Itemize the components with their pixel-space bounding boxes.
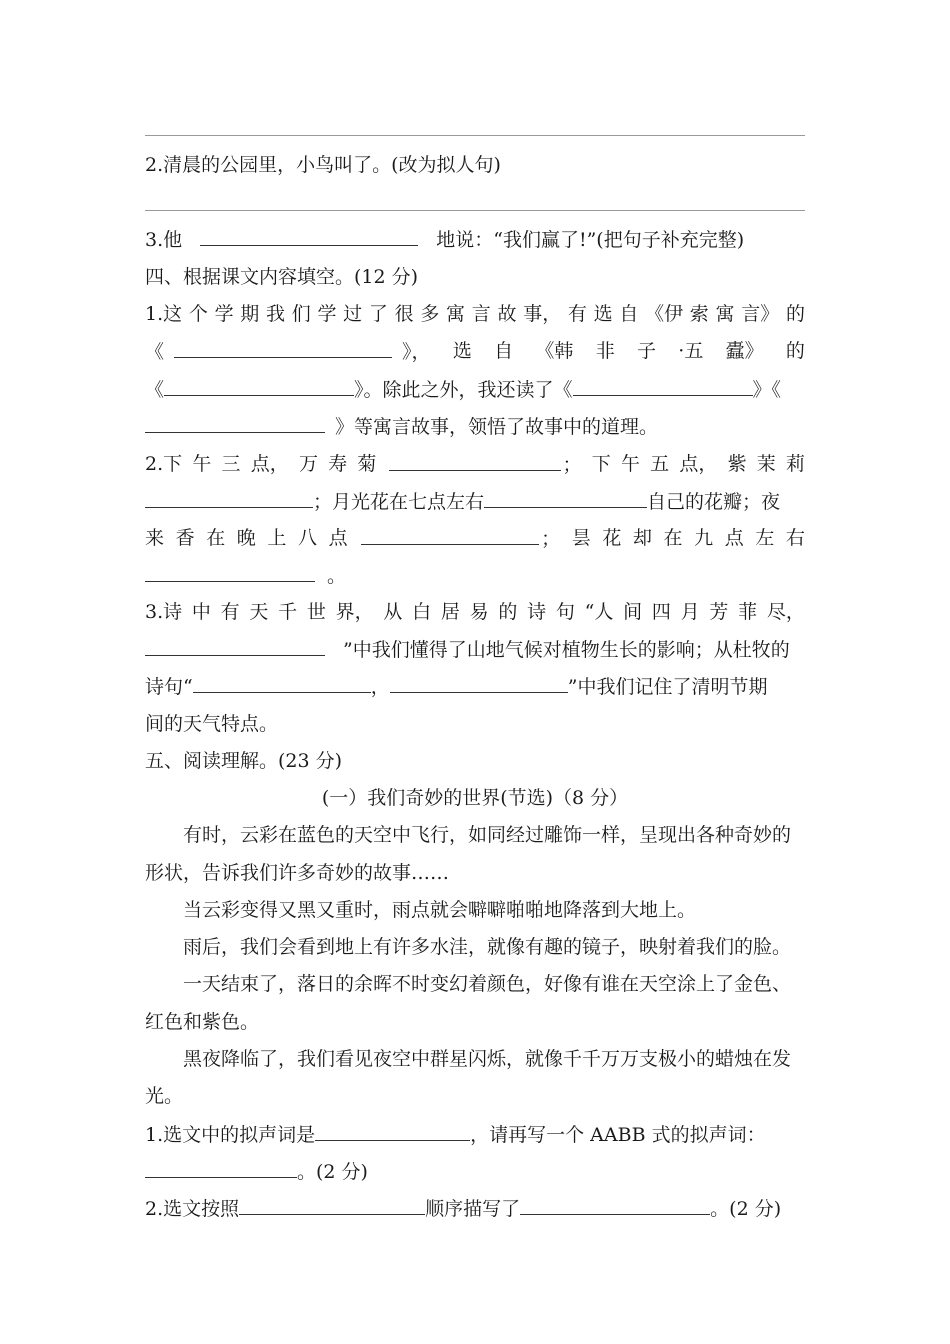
- text-seg: “人: [584, 601, 614, 623]
- text-seg: 易: [469, 601, 489, 623]
- text-seg: 间: [623, 601, 643, 623]
- passage-p4-line2: 红色和紫色。: [145, 1011, 260, 1033]
- text-seg: ”中我们记住了清明节期: [567, 676, 768, 698]
- text-seg: 们: [291, 303, 311, 325]
- text-seg: 自己的花瓣；夜: [647, 491, 781, 513]
- q3-item3-prefix: 3.他: [145, 229, 183, 251]
- q3-item3-suffix: 地说：“我们赢了!”(把句子补充完整): [436, 229, 745, 251]
- blank-q4-item1-d[interactable]: [145, 408, 325, 433]
- blank-q4-item3-b[interactable]: [193, 668, 371, 693]
- text-seg: ；: [541, 528, 561, 550]
- blank-q5-item2-b[interactable]: [520, 1190, 710, 1215]
- text-seg: 故: [497, 303, 517, 325]
- text-seg: 》《: [752, 379, 782, 401]
- text-seg: ；月光花在七点左右: [313, 491, 485, 513]
- text-seg: 茉: [756, 453, 776, 475]
- q4-item3-line2: [145, 631, 805, 668]
- text-seg: 的: [785, 303, 805, 325]
- blank-q5-item1-b[interactable]: [145, 1153, 297, 1178]
- text-seg: 《: [145, 379, 165, 401]
- q4-heading: 四、根据课文内容填空。(12 分): [145, 266, 419, 288]
- q4-item1-line3: [145, 371, 805, 408]
- text-seg: 在: [663, 527, 683, 549]
- q4-item2-line2: [145, 483, 805, 520]
- q4-item1-line4: [145, 408, 805, 445]
- text-seg: 过: [343, 303, 363, 325]
- text-seg: 《韩: [535, 340, 574, 362]
- text-seg: 三: [221, 453, 241, 475]
- text-seg: 尽，: [766, 601, 805, 623]
- q4-item2-line3: [145, 520, 805, 557]
- text-seg: 学: [317, 303, 337, 325]
- text-seg: ”中我们懂得了山地气候对植物生长的影响；从杜牧的: [343, 639, 790, 661]
- text-seg: 午: [192, 453, 212, 475]
- text-seg: 《伊: [645, 303, 684, 325]
- text-seg: 午: [620, 453, 640, 475]
- text-seg: 期: [240, 303, 260, 325]
- text-seg: 顺序描写了: [425, 1198, 521, 1220]
- q4-item2-line4: [145, 557, 805, 594]
- text-seg: 来: [145, 527, 165, 549]
- text-seg: 万: [298, 453, 318, 475]
- text-seg: 右: [785, 527, 805, 549]
- text-seg: 芳: [709, 601, 729, 623]
- answer-line-1[interactable]: [145, 135, 805, 136]
- text-seg: 香: [175, 527, 195, 549]
- text-seg: 点: [328, 527, 348, 549]
- text-seg: 言: [471, 303, 491, 325]
- q5-item2: [145, 1190, 805, 1227]
- text-seg: 1.选文中的拟声词是: [145, 1124, 316, 1146]
- blank-q4-item2-a[interactable]: [389, 446, 561, 471]
- text-seg: 居: [440, 601, 460, 623]
- text-seg: 五: [650, 453, 670, 475]
- q5-item1-line2: [145, 1153, 805, 1190]
- text-seg: 1.这: [145, 303, 183, 325]
- text-seg: 句: [555, 601, 575, 623]
- text-seg: 寓: [715, 303, 735, 325]
- text-seg: 寿: [328, 453, 348, 475]
- text-seg: 选: [593, 303, 613, 325]
- q4-item3-line3: [145, 668, 805, 705]
- text-seg: 的: [498, 601, 518, 623]
- text-seg: 的: [785, 340, 805, 362]
- text-seg: 四: [651, 601, 671, 623]
- text-seg: 2.选文按照: [145, 1198, 240, 1220]
- text-group: [359, 520, 560, 557]
- text-seg: 》。除此之外，我还读了《: [354, 379, 573, 401]
- q3-item2: 2.清晨的公园里，小鸟叫了。(改为拟人句): [145, 154, 501, 176]
- text-seg: 3.诗: [145, 601, 183, 623]
- q4-item1-line2: [145, 333, 805, 370]
- text-seg: 。: [327, 565, 347, 587]
- text-seg: 诗句“: [145, 676, 193, 698]
- text-seg: 下: [591, 453, 611, 475]
- q5-heading: 五、阅读理解。(23 分): [145, 750, 343, 772]
- text-seg: 界，: [335, 601, 374, 623]
- q4-item1-line1: [145, 296, 805, 333]
- text-seg: 从: [383, 601, 403, 623]
- text-seg: 学: [214, 303, 234, 325]
- q4-item3-line1: [145, 594, 805, 631]
- text-seg: 了: [368, 303, 388, 325]
- text-seg: 菊: [357, 453, 377, 475]
- blank-q5-item1-a[interactable]: [315, 1116, 470, 1141]
- blank-q4-item3-c[interactable]: [390, 668, 568, 693]
- text-seg: 我: [266, 303, 286, 325]
- text-seg: 天: [249, 601, 269, 623]
- blank-q4-item1-a[interactable]: [174, 333, 392, 358]
- text-seg: 选: [452, 340, 472, 362]
- text-seg: 寓: [446, 303, 466, 325]
- text-seg: 非: [595, 340, 615, 362]
- passage-p5-line2: 光。: [145, 1085, 184, 1107]
- text-seg: 白: [412, 601, 432, 623]
- passage-p3: 雨后，我们会看到地上有许多水洼，就像有趣的镜子，映射着我们的脸。: [183, 936, 792, 958]
- text-seg: 个: [188, 303, 208, 325]
- text-seg: 子: [637, 340, 657, 362]
- passage-p1-line1: 有时，云彩在蓝色的天空中飞行，如同经过雕饰一样，呈现出各种奇妙的: [183, 824, 792, 846]
- passage-p5-line1: 黑夜降临了，我们看见夜空中群星闪烁，就像千千万万支极小的蜡烛在发: [183, 1048, 792, 1070]
- text-seg: ，: [370, 676, 390, 698]
- text-seg: 月: [680, 601, 700, 623]
- text-seg: 九: [694, 527, 714, 549]
- text-seg: 上: [267, 527, 287, 549]
- blank-q4-item1-b[interactable]: [164, 371, 354, 396]
- text-seg: 很: [394, 303, 414, 325]
- q4-item3-line4: 间的天气特点。: [145, 713, 279, 735]
- text-seg: 有: [220, 601, 240, 623]
- text-seg: 晚: [236, 527, 256, 549]
- text-seg: 紫: [727, 453, 747, 475]
- blank-q4-item2-e[interactable]: [145, 557, 315, 582]
- text-group: [145, 333, 431, 370]
- text-seg: 蠹》: [725, 340, 764, 362]
- text-seg: 菲: [738, 601, 758, 623]
- q4-item2-line1: [145, 446, 805, 483]
- text-seg: 《: [145, 341, 165, 363]
- text-seg: 2.下: [145, 453, 183, 475]
- text-seg: 》等寓言故事，领悟了故事中的道理。: [335, 416, 659, 438]
- text-seg: 言》: [741, 303, 780, 325]
- answer-line-2[interactable]: [145, 210, 805, 211]
- q5-item1-line1: [145, 1116, 805, 1153]
- blank-q3-item3[interactable]: [200, 221, 418, 246]
- passage-p4-line1: 一天结束了，落日的余晖不时变幻着颜色，好像有谁在天空涂上了金色、: [183, 973, 792, 995]
- text-seg: 自: [494, 340, 514, 362]
- blank-q4-item2-d[interactable]: [361, 520, 539, 545]
- text-seg: 。(2 分): [710, 1198, 782, 1220]
- text-seg: 世: [306, 601, 326, 623]
- blank-q4-item3-a[interactable]: [145, 631, 325, 656]
- passage-p1-line2: 形状，告诉我们许多奇妙的故事……: [145, 862, 450, 884]
- text-seg: 千: [278, 601, 298, 623]
- blank-q4-item2-c[interactable]: [484, 483, 647, 508]
- text-seg: 在: [206, 527, 226, 549]
- blank-q4-item2-b[interactable]: [145, 483, 313, 508]
- text-seg: 自: [619, 303, 639, 325]
- text-seg: 多: [420, 303, 440, 325]
- blank-q4-item1-c[interactable]: [573, 371, 753, 396]
- text-seg: 花: [602, 527, 622, 549]
- text-seg: 左: [755, 527, 775, 549]
- text-seg: 》，: [402, 341, 431, 363]
- text-seg: 八: [297, 527, 317, 549]
- text-seg: 诗: [527, 601, 547, 623]
- text-seg: 有: [567, 303, 587, 325]
- passage-title: (一）我们奇妙的世界(节选)（8 分）: [321, 787, 629, 809]
- text-seg: ·五: [678, 340, 704, 362]
- text-seg: 索: [689, 303, 709, 325]
- text-seg: 。(2 分): [297, 1161, 368, 1183]
- text-seg: ，请再写一个 AABB 式的拟声词：: [470, 1124, 766, 1146]
- text-seg: 莉: [785, 453, 805, 475]
- text-seg: 点，: [679, 453, 718, 475]
- text-group: [387, 446, 582, 483]
- blank-q5-item2-a[interactable]: [239, 1190, 425, 1215]
- text-seg: ；: [562, 454, 582, 476]
- text-seg: 中: [191, 601, 211, 623]
- text-seg: 却: [632, 527, 652, 549]
- text-seg: 昙: [571, 527, 591, 549]
- text-seg: 点: [724, 527, 744, 549]
- passage-p2: 当云彩变得又黑又重时，雨点就会噼噼啪啪地降落到大地上。: [183, 899, 697, 921]
- text-seg: 点，: [250, 453, 289, 475]
- q3-item3: [145, 221, 805, 258]
- text-seg: 事，: [523, 303, 562, 325]
